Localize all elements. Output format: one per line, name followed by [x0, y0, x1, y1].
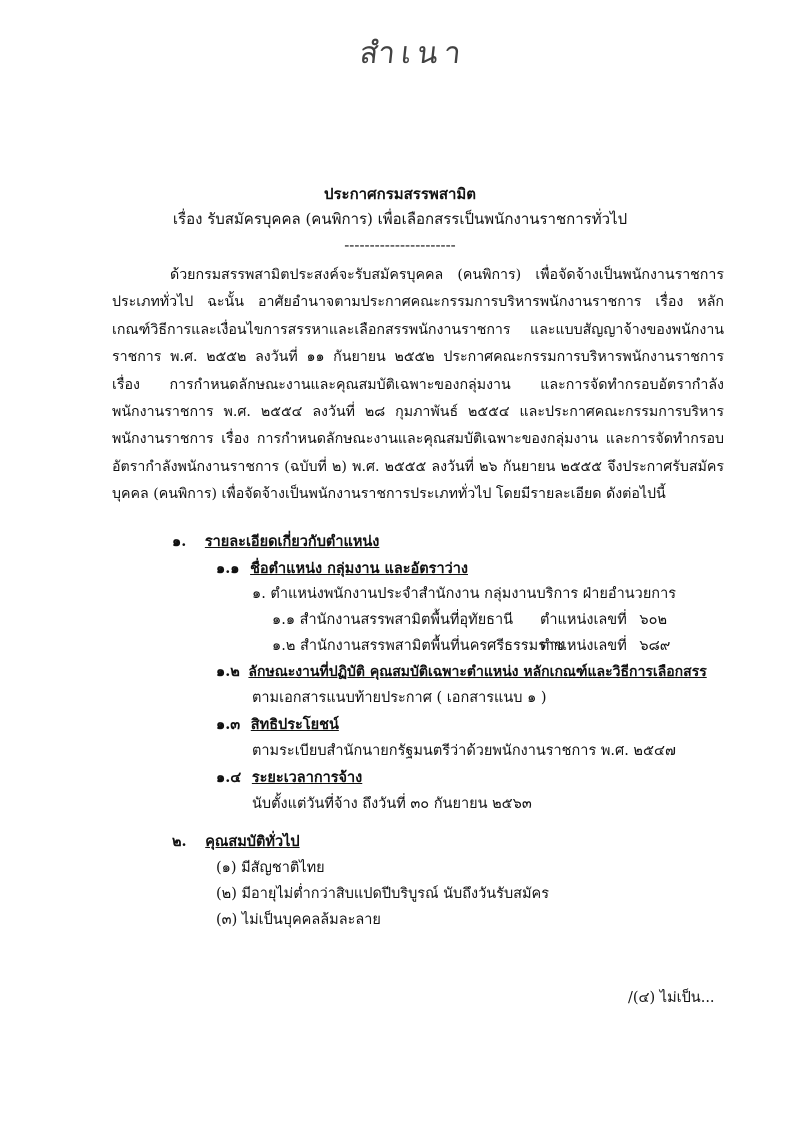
section1-4-number: ๑.๔	[216, 769, 242, 786]
announcement-subject: เรื่อง รับสมัครบุคคล (คนพิการ) เพื่อเลือกสรรเป็นพนักงานราชการทั่วไป	[172, 210, 628, 228]
section1-3-body: ตามระเบียบสำนักนายกรัฐมนตรีว่าด้วยพนักงานราชการ พ.ศ. ๒๕๔๗	[252, 743, 676, 759]
section1-4-title: ระยะเวลาการจ้าง	[251, 769, 363, 786]
section1-1-title: ชื่อตำแหน่ง กลุ่มงาน และอัตราว่าง	[250, 560, 468, 577]
section2-item-2: (๒) มีอายุไม่ต่ำกว่าสิบแปดปีบริบูรณ์ นับถึงวันรับสมัคร	[216, 886, 550, 902]
office-2-code-value: ๖๘๙	[639, 638, 671, 654]
office-2-code	[540, 634, 670, 657]
section1-3-title: สิทธิประโยชน์	[250, 716, 339, 733]
office-2-name: ๑.๒ สำนักงานสรรพสามิตพื้นที่นครศรีธรรมราช	[272, 638, 564, 654]
intro-paragraph	[112, 262, 724, 509]
section1-3-number: ๑.๓	[216, 716, 241, 733]
section2-number: ๒.	[172, 833, 187, 850]
separator-line: ----------------------	[344, 236, 456, 254]
office-2-code-label: ตำแหน่งเลขที่	[540, 638, 627, 654]
section1-3-heading	[216, 713, 339, 736]
section1-number: ๑.	[172, 533, 187, 550]
section2-item-3: (๓) ไม่เป็นบุคคลล้มละลาย	[216, 912, 381, 928]
intro-paragraph-text: ด้วยกรมสรรพสามิตประสงค์จะรับสมัครบุคคล (คนพิการ) เพื่อจัดจ้างเป็นพนักงานราชการประเภททั่วไป ฉะนั้น อาศัยอำนาจตามประกาศคณะกรรมการบริหารพนักงานราชการ เรื่อง หลักเกณฑ์วิธีการและเงื่อนไขการสรรหาและเลือกสรรพนักงานราชการ และแบบสัญญาจ้างของพนักงานราชการ พ.ศ. ๒๕๕๒ ลงวันที่ ๑๑ กันยายน ๒๕๕๒ ประกาศคณะกรรมการบริหารพนักงานราชการ เรื่อง การกำหนดลักษณะงานและคุณสมบัติเฉพาะของกลุ่มงาน และการจัดทำกรอบอัตรากำลังพนักงานราชการ พ.ศ. ๒๕๕๔ ลงวันที่ ๒๘ กุมภาพันธ์ ๒๕๕๔ และประกาศคณะกรรมการบริหารพนักงานราชการ เรื่อง การกำหนดลักษณะงานและคุณสมบัติเฉพาะของกลุ่มงาน และการจัดทำกรอบอัตรากำลังพนักงานราชการ (ฉบับที่ ๒) พ.ศ. ๒๕๕๕ ลงวันที่ ๒๖ กันยายน ๒๕๕๕ จึงประกาศรับสมัครบุคคล (คนพิการ) เพื่อจัดจ้างเป็นพนักงานราชการประเภททั่วไป โดยมีรายละเอียด ดังต่อไปนี้	[112, 267, 724, 503]
office-1-code	[540, 608, 667, 631]
office-1-code-label: ตำแหน่งเลขที่	[540, 612, 627, 628]
section1-2-title: ลักษณะงานที่ปฏิบัติ คุณสมบัติเฉพาะตำแหน่ง หลักเกณฑ์และวิธีการเลือกสรร	[248, 664, 707, 680]
section1-4-body: นับตั้งแต่วันที่จ้าง ถึงวันที่ ๓๐ กันยายน ๒๕๖๓	[252, 796, 532, 812]
announcement-title: ประกาศกรมสรรพสามิต	[323, 185, 477, 203]
section2-item-1: (๑) มีสัญชาติไทย	[216, 860, 325, 876]
continuation-note: /(๔) ไม่เป็น...	[628, 990, 715, 1006]
section1-title: รายละเอียดเกี่ยวกับตำแหน่ง	[204, 533, 380, 550]
position-line: ๑. ตำแหน่งพนักงานประจำสำนักงาน กลุ่มงานบริการ ฝ่ายอำนวยการ	[252, 586, 677, 602]
section1-2-body: ตามเอกสารแนบท้ายประกาศ ( เอกสารแนบ ๑ )	[252, 690, 547, 706]
section2-title: คุณสมบัติทั่วไป	[205, 833, 300, 850]
office-1-name: ๑.๑ สำนักงานสรรพสามิตพื้นที่อุทัยธานี	[272, 612, 514, 628]
section1-1-number: ๑.๑	[216, 560, 240, 577]
section1-2-number: ๑.๒	[216, 663, 240, 680]
section1-4-heading	[216, 766, 362, 789]
copy-stamp: สำเนา	[358, 36, 469, 71]
section2-heading	[172, 830, 300, 853]
office-1-code-value: ๖๐๒	[639, 612, 668, 628]
section1-2-heading	[216, 660, 707, 683]
section1-heading	[172, 530, 379, 553]
section1-1-heading	[216, 557, 468, 580]
